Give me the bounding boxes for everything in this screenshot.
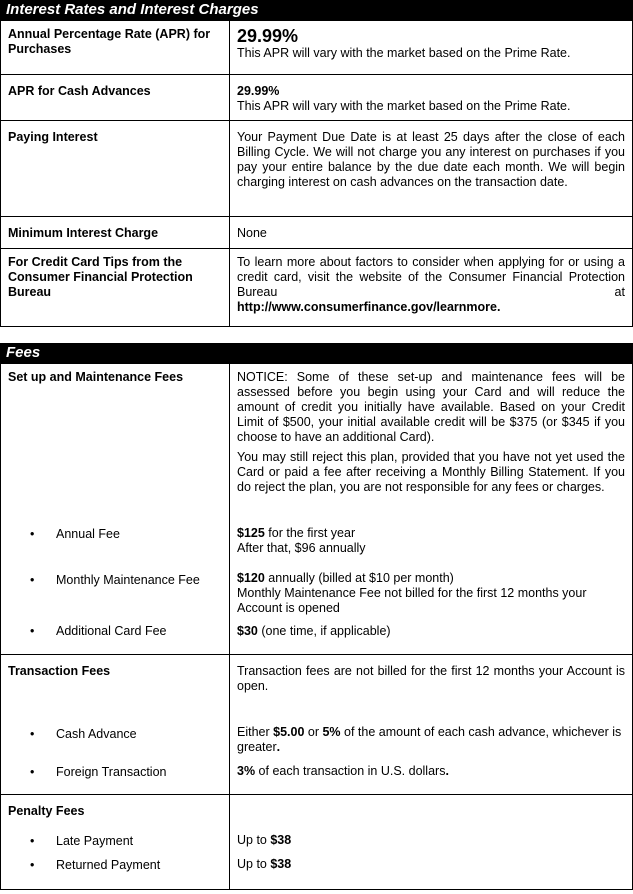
section-spacer (0, 327, 633, 343)
annual-fee-label: Annual Fee (56, 527, 120, 541)
bullet-icon: • (30, 573, 35, 587)
returned-payment-amount: $38 (270, 857, 292, 871)
additional-fee-label: Additional Card Fee (56, 624, 167, 638)
paying-interest-text: Your Payment Due Date is at least 25 days after the close of each Billing Cycle. We will not charge you any interest on purchases if you pay your entire balance by the due date each month. We will begin charging interest on cash advances on the transaction date. (230, 121, 633, 217)
foreign-transaction-amount: 3% (237, 764, 256, 778)
bullet-icon: • (30, 727, 35, 741)
fees-section-header: Fees (0, 343, 633, 363)
paying-interest-label: Paying Interest (1, 121, 230, 217)
foreign-transaction-text: of each transaction in U.S. dollars (255, 764, 446, 778)
cash-advance-end: . (276, 740, 281, 754)
cfpb-row (1, 249, 633, 327)
min-charge-value: None (230, 217, 633, 249)
foreign-transaction-end: . (445, 764, 449, 778)
min-charge-label: Minimum Interest Charge (1, 217, 230, 249)
cash-advance-pre: Either (237, 725, 274, 739)
late-payment-label: Late Payment (56, 834, 134, 848)
interest-table (0, 20, 633, 327)
transaction-fees-note: Transaction fees are not billed for the first 12 months your Account is open. (237, 664, 625, 693)
foreign-transaction-value (237, 764, 625, 779)
apr-cash-rate: 29.99% (237, 84, 280, 98)
apr-purchases-note: This APR will vary with the market based on the Prime Rate. (237, 46, 571, 60)
cfpb-text: To learn more about factors to consider when applying for or using a credit card, visit the website of the Consumer Financial Protection Bureau at (237, 255, 625, 299)
monthly-fee-note: Monthly Maintenance Fee not billed for the first 12 months your Account is opened (237, 586, 587, 615)
apr-cash-row (1, 75, 633, 121)
monthly-fee-amount: $120 (237, 571, 265, 585)
bullet-icon: • (30, 858, 35, 872)
additional-fee-amount: $30 (237, 624, 258, 638)
cash-advance-mid: or (304, 725, 323, 739)
additional-fee-value (237, 624, 625, 639)
penalty-fees-row (1, 795, 633, 890)
returned-payment-pre: Up to (237, 857, 271, 871)
foreign-transaction-label: Foreign Transaction (56, 765, 167, 779)
cash-advance-label: Cash Advance (56, 727, 137, 741)
apr-purchases-row (1, 21, 633, 75)
setup-fees-label: Set up and Maintenance Fees (8, 370, 184, 384)
monthly-fee-label: Monthly Maintenance Fee (56, 573, 200, 587)
returned-payment-value (237, 857, 291, 872)
apr-cash-note: This APR will vary with the market based on the Prime Rate. (237, 99, 571, 113)
paying-interest-row (1, 121, 633, 217)
annual-fee-amount-text: for the first year (264, 526, 356, 540)
bullet-icon: • (30, 527, 35, 541)
apr-cash-label: APR for Cash Advances (1, 75, 230, 121)
cfpb-link-period: . (497, 300, 501, 314)
interest-section-header: Interest Rates and Interest Charges (0, 0, 633, 20)
bullet-icon: • (30, 834, 35, 848)
returned-payment-label: Returned Payment (56, 858, 161, 872)
annual-fee-amount: $125 (237, 526, 265, 540)
setup-reject: You may still reject this plan, provided that you have not yet used the Card or paid a fee after receiving a Monthly Billing Statement. If you do reject the plan, you are not responsible for any fees or charges. (237, 450, 625, 494)
cash-advance-amount-2: 5% (322, 725, 341, 739)
late-payment-amount: $38 (270, 833, 292, 847)
late-payment-pre: Up to (237, 833, 271, 847)
bullet-icon: • (30, 624, 35, 638)
bullet-icon: • (30, 765, 35, 779)
cfpb-label: For Credit Card Tips from the Consumer Financial Protection Bureau (1, 249, 230, 327)
monthly-fee-value (237, 571, 625, 616)
apr-purchases-rate: 29.99% (237, 26, 299, 46)
late-payment-value (237, 833, 291, 848)
monthly-fee-amount-text: annually (billed at $10 per month) (264, 571, 454, 585)
cash-advance-value (237, 725, 625, 755)
fees-table (0, 363, 633, 890)
cfpb-link[interactable]: http://www.consumerfinance.gov/learnmore (237, 300, 497, 314)
transaction-fees-label: Transaction Fees (8, 664, 111, 678)
min-charge-row (1, 217, 633, 249)
annual-fee-value (237, 526, 625, 556)
penalty-fees-label: Penalty Fees (8, 804, 85, 818)
cash-advance-post: of the amount of each cash advance, whichever is greater (237, 725, 622, 754)
additional-fee-amount-text: (one time, if applicable) (257, 624, 391, 638)
annual-fee-after: After that, $96 annually (237, 541, 366, 555)
apr-purchases-label: Annual Percentage Rate (APR) for Purchases (1, 21, 230, 75)
transaction-fees-row (1, 655, 633, 795)
setup-notice: NOTICE: Some of these set-up and maintenance fees will be assessed before you begin using your Card and will reduce the amount of credit you initially have available. Based on your Credit Limit of $500, your initial available credit will be $375 (or $345 if you choose to have an additional Card). (237, 370, 625, 444)
setup-fees-row (1, 364, 633, 655)
cash-advance-amount-1: $5.00 (273, 725, 305, 739)
